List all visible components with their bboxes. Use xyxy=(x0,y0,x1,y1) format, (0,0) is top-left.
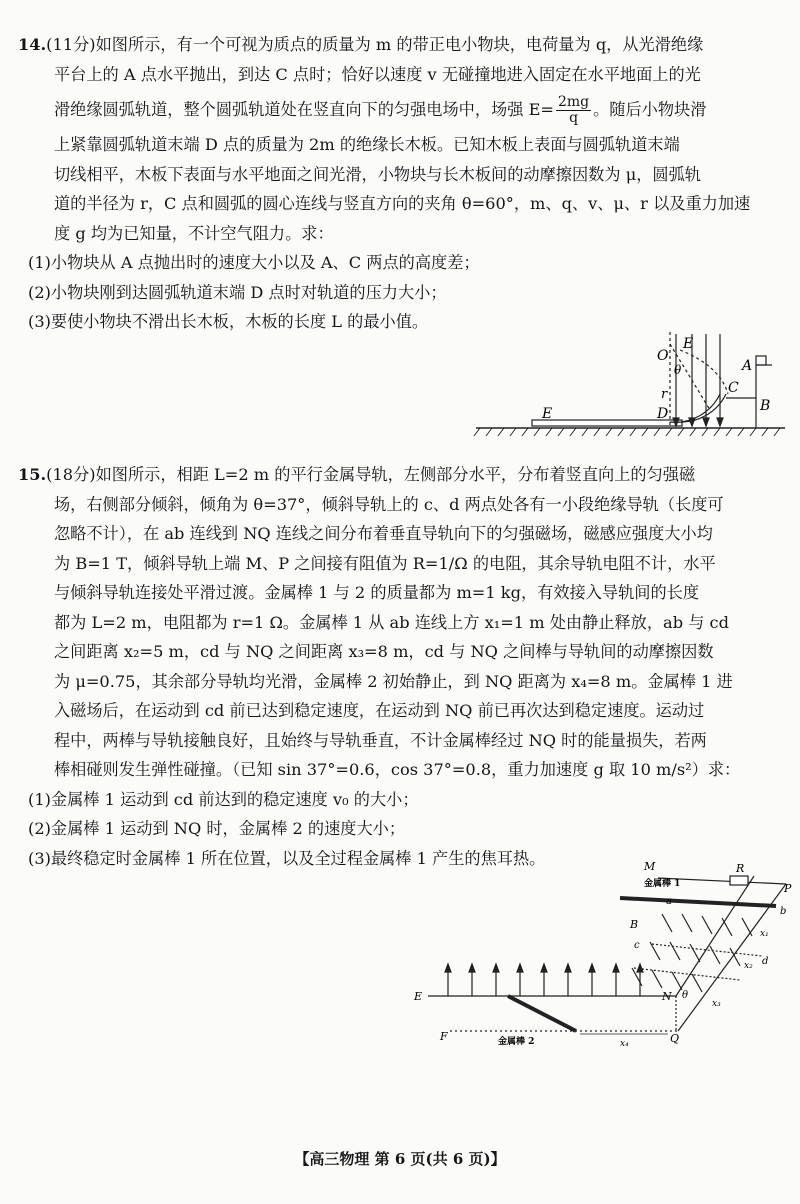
label-N: N xyxy=(662,990,672,1003)
label-rod-2: 金属棒 2 xyxy=(498,1037,535,1047)
field-formula: $\frac{2mg}{q}$ xyxy=(557,94,590,126)
label-P: P xyxy=(784,882,792,895)
problem-15-line-2: 场，右侧部分倾斜，倾角为 θ=37°，倾斜导轨上的 c、d 两点处各有一小段绝缘导轨（长度可 xyxy=(54,494,724,514)
label-C: C xyxy=(728,380,739,396)
problem-15-line-11: 棒相碰则发生弹性碰撞。（已知 sin 37°=0.6，cos 37°=0.8，重力加速度 g 取 10 m/s²）求： xyxy=(54,760,741,779)
figure-14 xyxy=(470,326,790,441)
label-B: B xyxy=(760,398,771,414)
label-R: R xyxy=(736,862,745,875)
problem-15-line-10: 程中，两棒与导轨接触良好，且始终与导轨垂直，不计金属棒经过 NQ 时的能量损失，若两 xyxy=(54,730,707,750)
problem-15-line-7: 之间距离 x₂=5 m，cd 与 NQ 之间距离 x₃=8 m，cd 与 NQ 之间棒与导轨间的动摩擦因数 xyxy=(54,642,714,661)
label-theta: θ xyxy=(674,363,682,377)
problem-15-line-6: 都为 L=2 m，电阻都为 r=1 Ω。金属棒 1 从 ab 连线上方 x₁=1 m 处由静止释放，ab 与 cd xyxy=(54,612,729,632)
figure-15 xyxy=(400,856,795,1056)
problem-14 xyxy=(18,30,782,337)
label-M: M xyxy=(644,860,656,873)
problem-14-line-2: 平台上的 A 点水平抛出，到达 C 点时；恰好以速度 v 无碰撞地进入固定在水平地面上的光 xyxy=(54,64,701,84)
problem-14-question-3: (3)要使小物块不滑出长木板，木板的长度 L 的最小值。 xyxy=(28,312,429,331)
problem-15-line-3: 忽略不计），在 ab 连线到 NQ 连线之间分布着垂直导轨向下的匀强磁场，磁感应强度大小均 xyxy=(54,524,713,543)
label-x3: x₃ xyxy=(712,999,721,1009)
label-b: b xyxy=(780,906,787,917)
label-E: E xyxy=(542,406,553,422)
problem-14-question-1: (1)小物块从 A 点抛出时的速度大小以及 A、C 两点的高度差； xyxy=(28,253,480,272)
label-d: d xyxy=(762,956,769,967)
label-rod-1: 金属棒 1 xyxy=(644,879,681,889)
label-Q: Q xyxy=(670,1032,680,1045)
label-O: O xyxy=(657,348,669,364)
problem-15-line-9: 入磁场后，在运动到 cd 前已达到稳定速度，在运动到 NQ 前已再次达到稳定速度。运动过 xyxy=(54,701,705,720)
problem-14-line-3: 滑绝缘圆弧轨道，整个圆弧轨道处在竖直向下的匀强电场中，场强 E= $\frac{2mg}{q}$ 。随后小物块滑 xyxy=(54,94,707,126)
label-B-field: B xyxy=(630,918,639,931)
problem-15-question-1: (1)金属棒 1 运动到 cd 前达到的稳定速度 v₀ 的大小； xyxy=(28,789,419,809)
label-A: A xyxy=(742,358,753,374)
label-r: r xyxy=(661,387,668,402)
label-a: a xyxy=(666,896,672,907)
page-footer: 【高三物理 第 6 页(共 6 页)】 xyxy=(294,1150,506,1168)
problem-14-line-7: 度 g 均为已知量，不计空气阻力。求： xyxy=(54,223,334,243)
problem-14-score: (11分) xyxy=(46,35,96,54)
problem-15-score: (18分) xyxy=(46,465,96,484)
label-F: F xyxy=(440,1030,448,1043)
problem-15-line-1: 15.(18分)如图所示，相距 L=2 m 的平行金属导轨，左侧部分水平，分布着竖直向上的匀强磁 xyxy=(18,465,696,484)
problem-15-line-5: 与倾斜导轨连接处平滑过渡。金属棒 1 与 2 的质量都为 m=1 kg，有效接入导轨间的长度 xyxy=(54,583,700,602)
problem-15-line-8: 为 μ=0.75，其余部分导轨均光滑，金属棒 2 初始静止，到 NQ 距离为 x₄=8 m。金属棒 1 进 xyxy=(54,671,733,691)
label-E-field: E xyxy=(683,336,694,352)
label-x2: x₂ xyxy=(744,961,753,971)
problem-14-number: 14. xyxy=(18,35,47,54)
problem-14-line-4: 上紧靠圆弧轨道末端 D 点的质量为 2m 的绝缘长木板。已知木板上表面与圆弧轨道末端 xyxy=(54,135,680,154)
problem-14-line-5: 切线相平，木板下表面与水平地面之间光滑，小物块与长木板间的动摩擦因数为 μ，圆弧轨 xyxy=(54,164,701,184)
label-x4: x₄ xyxy=(620,1039,629,1049)
problem-15-question-3: (3)最终稳定时金属棒 1 所在位置，以及全过程金属棒 1 产生的焦耳热。 xyxy=(28,848,546,868)
problem-14-line-6: 道的半径为 r，C 点和圆弧的圆心连线与竖直方向的夹角 θ=60°，m、q、v、μ、r 以及重力加速 xyxy=(54,194,751,213)
label-theta: θ xyxy=(682,990,689,1001)
problem-15-number: 15. xyxy=(18,465,47,484)
label-c: c xyxy=(634,940,640,951)
problem-15-question-2: (2)金属棒 1 运动到 NQ 时，金属棒 2 的速度大小； xyxy=(28,819,406,838)
problem-15 xyxy=(18,460,782,873)
problem-15-line-4: 为 B=1 T，倾斜导轨上端 M、P 之间接有阻值为 R=1/Ω 的电阻，其余导轨电阻不计，水平 xyxy=(54,553,716,573)
label-E: E xyxy=(414,990,423,1003)
label-D: D xyxy=(657,406,669,422)
label-x1: x₁ xyxy=(760,929,769,939)
problem-14-question-2: (2)小物块刚到达圆弧轨道末端 D 点时对轨道的压力大小； xyxy=(28,282,447,302)
problem-14-line-1: 14.(11分)如图所示，有一个可视为质点的质量为 m 的带正电小物块，电荷量为 q，从光滑绝缘 xyxy=(18,35,704,54)
